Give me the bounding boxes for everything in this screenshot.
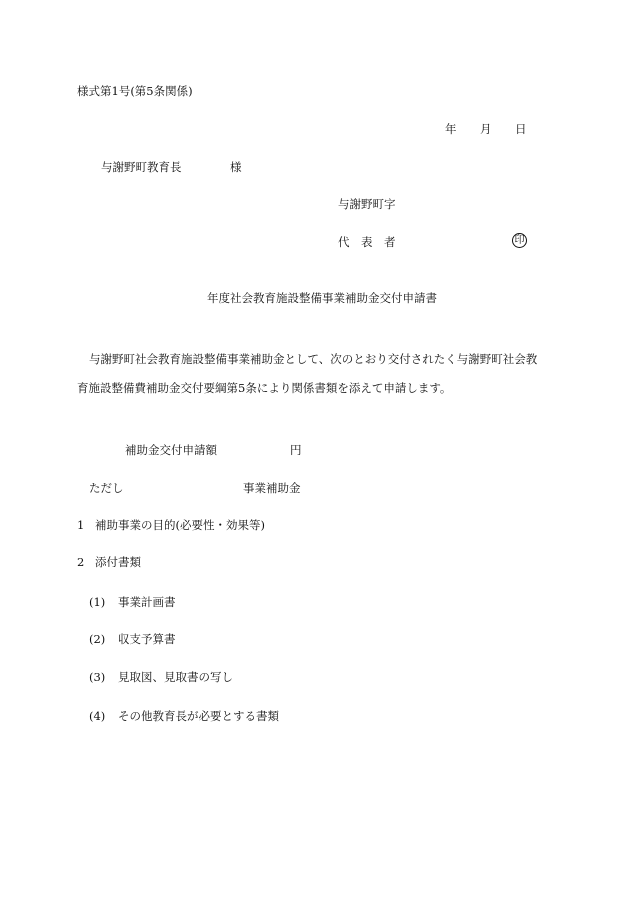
- attachment-item: 事業計画書: [118, 595, 176, 609]
- document-title: 年度社会教育施設整備事業補助金交付申請書: [207, 291, 437, 305]
- date-year-label: 年: [445, 122, 457, 136]
- amount-unit: 円: [290, 443, 302, 457]
- item-attachments-heading: 添付書類: [95, 555, 141, 569]
- applicant-representative-label: 代 表 者: [338, 235, 396, 249]
- attachment-number: (1): [89, 595, 106, 609]
- proviso-suffix: 事業補助金: [243, 481, 301, 495]
- item-purpose: 補助事業の目的(必要性・効果等): [95, 518, 265, 532]
- attachment-item: 見取図、見取書の写し: [118, 670, 233, 684]
- form-number: 様式第1号(第5条関係): [77, 84, 193, 98]
- applicant-address-label: 与謝野町字: [338, 197, 396, 211]
- attachment-number: (3): [89, 670, 106, 684]
- attachment-number: (2): [89, 632, 106, 646]
- item-number: 1: [77, 518, 85, 532]
- body-line-2: 育施設整備費補助金交付要綱第5条により関係書類を添えて申請します。: [77, 381, 452, 395]
- item-number: 2: [77, 555, 85, 569]
- body-line-1: 与謝野町社会教育施設整備事業補助金として、次のとおり交付されたく与謝野町社会教: [89, 352, 538, 366]
- attachment-item: 収支予算書: [118, 632, 176, 646]
- seal-mark: 印: [512, 233, 527, 248]
- proviso-label: ただし: [89, 481, 124, 495]
- addressee-name: 与謝野町教育長: [101, 160, 182, 174]
- attachment-item: その他教育長が必要とする書類: [118, 709, 279, 723]
- amount-label: 補助金交付申請額: [125, 443, 217, 457]
- date-month-label: 月: [480, 122, 492, 136]
- date-day-label: 日: [515, 122, 527, 136]
- attachment-number: (4): [89, 709, 106, 723]
- addressee-honorific: 様: [230, 160, 242, 174]
